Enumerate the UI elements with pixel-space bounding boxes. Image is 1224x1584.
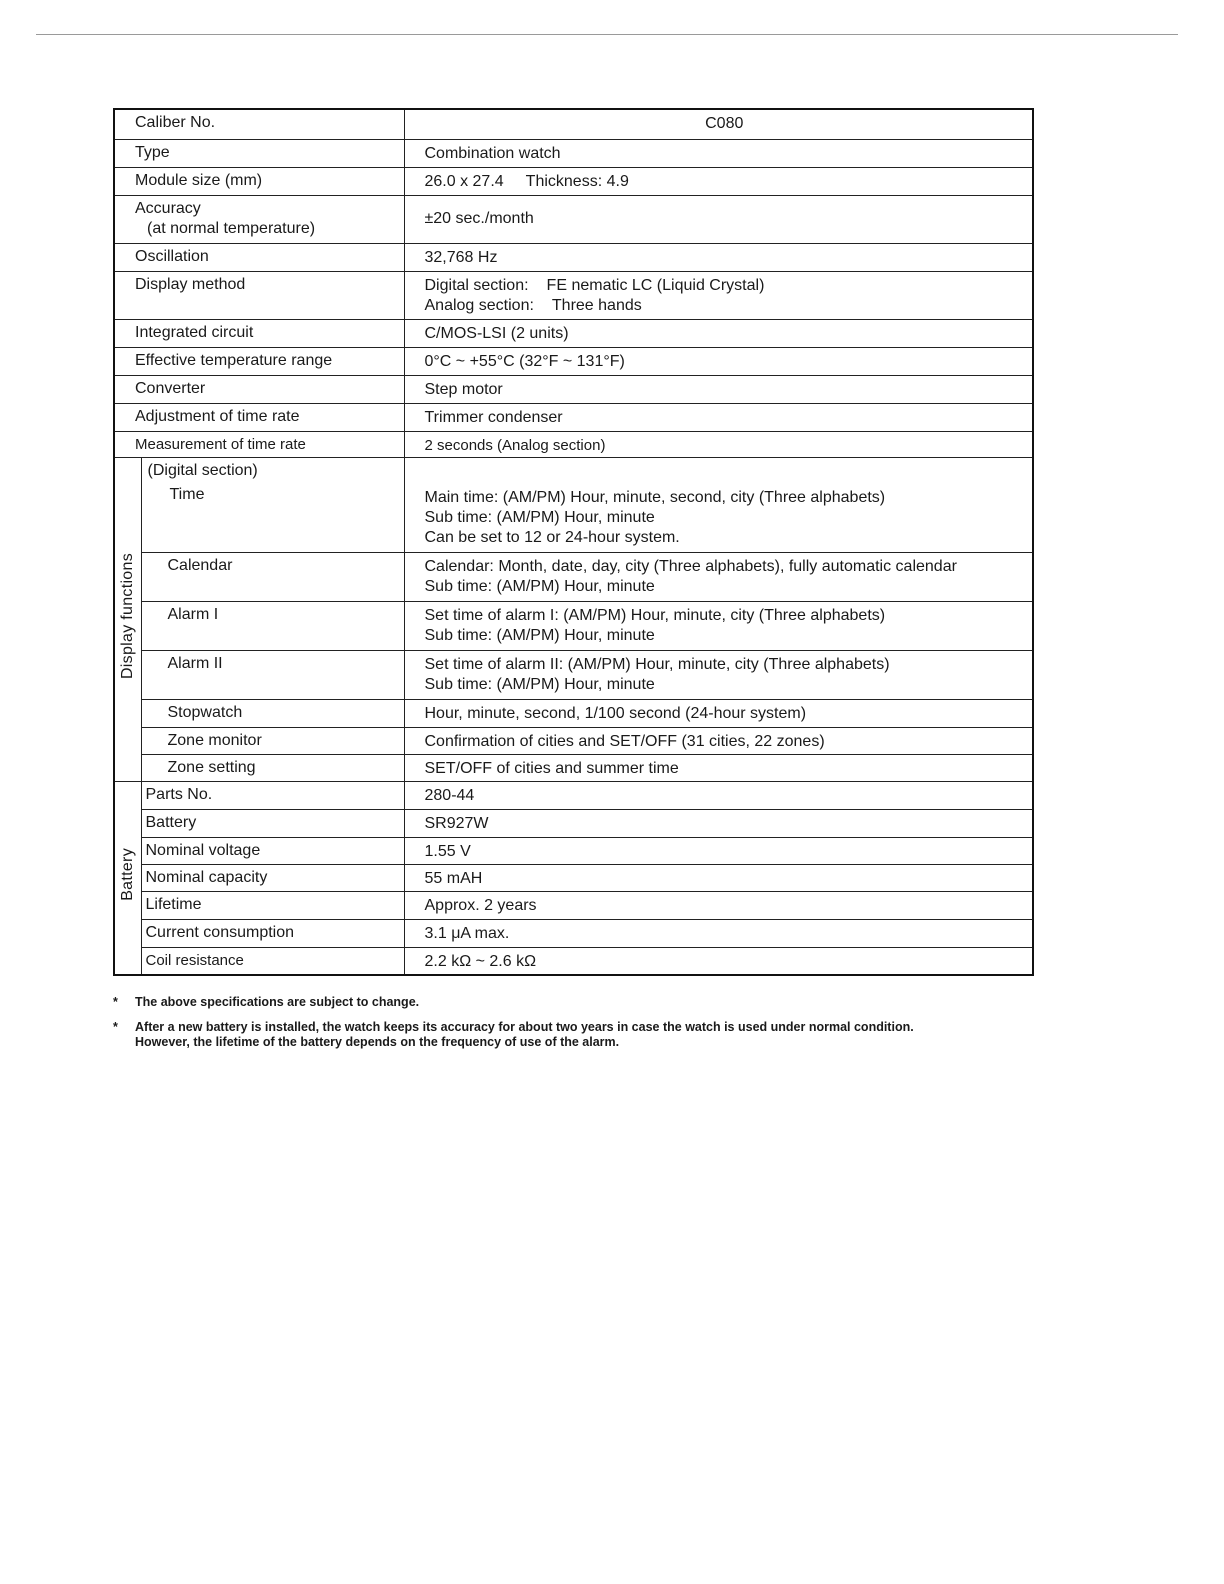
display-method-value [404,271,1033,319]
adjustment-value: Trimmer condenser [404,403,1033,431]
temperature-value: 0°C ~ +55°C (32°F ~ 131°F) [404,347,1033,375]
time-main: Main time: (AM/PM) Hour, minute, second, city (Three alphabets) [424,488,886,506]
footnote-text [135,995,419,1010]
table-row [114,431,1033,457]
table-row [114,243,1033,271]
table-row [114,919,1033,947]
time-value [404,457,1033,552]
table-row [114,601,1033,650]
table-row [114,781,1033,809]
display-functions-group [114,457,141,781]
table-row [114,167,1033,195]
calendar-value [404,552,1033,601]
display-analog [425,296,1025,316]
table-row [114,552,1033,601]
time-label-cell [141,457,404,552]
table-row [114,699,1033,727]
table-row [114,891,1033,919]
top-rule [36,34,1178,35]
footnotes [113,995,1033,1060]
time-system: Can be set to 12 or 24-hour system. [424,528,680,546]
alarm2-label: Alarm II [141,650,404,699]
table-row [114,864,1033,891]
battery-group [114,781,141,975]
converter-value: Step motor [404,375,1033,403]
footnote-bullet: * [113,1020,118,1034]
caliber-value: C080 [404,109,1033,139]
oscillation-value: 32,768 Hz [404,243,1033,271]
footnote-text [135,1020,914,1050]
display-method-label: Display method [114,271,404,319]
stopwatch-value: Hour, minute, second, 1/100 second (24-hour system) [404,699,1033,727]
measurement-value: 2 seconds (Analog section) [404,431,1033,457]
table-row [114,754,1033,781]
display-functions-group-label: Display functions [118,552,136,680]
analog-section-label: Analog section: [424,296,534,314]
caliber-label: Caliber No. [114,109,404,139]
table-row [114,650,1033,699]
footnote [113,1020,1033,1050]
table-row [114,727,1033,754]
zone-setting-value: SET/OFF of cities and summer time [404,754,1033,781]
ic-label: Integrated circuit [114,319,404,347]
thickness-label: Thickness: [525,172,603,190]
converter-label: Converter [114,375,404,403]
calendar-sub: Sub time: (AM/PM) Hour, minute [424,577,655,595]
table-row [114,139,1033,167]
alarm1-label: Alarm I [141,601,404,650]
footnote-2-line-2: However, the lifetime of the battery depends on the frequency of use of the alarm. [135,1035,620,1049]
zone-monitor-value: Confirmation of cities and SET/OFF (31 cities, 22 zones) [404,727,1033,754]
footnote-bullet: * [113,995,118,1009]
alarm2-line: Set time of alarm II: (AM/PM) Hour, minute, city (Three alphabets) [424,655,890,673]
calendar-line: Calendar: Month, date, day, city (Three alphabets), fully automatic calendar [424,557,957,575]
measurement-label: Measurement of time rate [114,431,404,457]
table-row [114,837,1033,864]
table-row [114,403,1033,431]
time-label: Time [169,485,205,503]
module-size-dimensions: 26.0 x 27.4 [424,172,504,190]
zone-setting-label: Zone setting [141,754,404,781]
zone-monitor-label: Zone monitor [141,727,404,754]
accuracy-sublabel: (at normal temperature) [147,219,316,237]
alarm1-value [404,601,1033,650]
time-sub: Sub time: (AM/PM) Hour, minute [424,508,655,526]
alarm2-sub: Sub time: (AM/PM) Hour, minute [424,675,655,693]
digital-section-heading: (Digital section) [147,461,258,479]
coil-value: 2.2 kΩ ~ 2.6 kΩ [404,947,1033,975]
accuracy-label-cell [114,195,404,243]
stopwatch-label: Stopwatch [141,699,404,727]
temperature-label: Effective temperature range [114,347,404,375]
digital-section-value: FE nematic LC (Liquid Crystal) [546,276,765,294]
digital-section-label: Digital section: [424,276,529,294]
type-value: Combination watch [404,139,1033,167]
type-label: Type [114,139,404,167]
alarm1-line: Set time of alarm I: (AM/PM) Hour, minute, city (Three alphabets) [424,606,886,624]
ic-value: C/MOS-LSI (2 units) [404,319,1033,347]
coil-label: Coil resistance [141,947,404,975]
calendar-label: Calendar [141,552,404,601]
alarm1-sub: Sub time: (AM/PM) Hour, minute [424,626,655,644]
current-label: Current consumption [141,919,404,947]
battery-label: Battery [141,809,404,837]
table-row [114,271,1033,319]
voltage-value: 1.55 V [404,837,1033,864]
battery-value: SR927W [404,809,1033,837]
table-row [114,347,1033,375]
module-size-value [404,167,1033,195]
table-row [114,457,1033,552]
lifetime-label: Lifetime [141,891,404,919]
table-row [114,109,1033,139]
lifetime-value: Approx. 2 years [404,891,1033,919]
specification-table [113,108,1034,976]
table-row [114,375,1033,403]
table-row [114,809,1033,837]
parts-label: Parts No. [141,781,404,809]
display-digital [425,276,1025,296]
footnote-1: The above specifications are subject to change. [135,995,420,1009]
oscillation-label: Oscillation [114,243,404,271]
capacity-label: Nominal capacity [141,864,404,891]
alarm2-value [404,650,1033,699]
accuracy-value: ±20 sec./month [404,195,1033,243]
analog-section-value: Three hands [551,296,642,314]
footnote [113,995,1033,1010]
thickness-value: 4.9 [606,172,629,190]
footnote-2-line-1: After a new battery is installed, the watch keeps its accuracy for about two years in case the watch is used under normal condition. [135,1020,914,1034]
table-row [114,947,1033,975]
table-row [114,195,1033,243]
battery-group-label: Battery [118,848,136,902]
capacity-value: 55 mAH [404,864,1033,891]
table-row [114,319,1033,347]
current-value: 3.1 μA max. [404,919,1033,947]
parts-value: 280-44 [404,781,1033,809]
module-size-label: Module size (mm) [114,167,404,195]
voltage-label: Nominal voltage [141,837,404,864]
adjustment-label: Adjustment of time rate [114,403,404,431]
accuracy-label: Accuracy [135,199,201,217]
